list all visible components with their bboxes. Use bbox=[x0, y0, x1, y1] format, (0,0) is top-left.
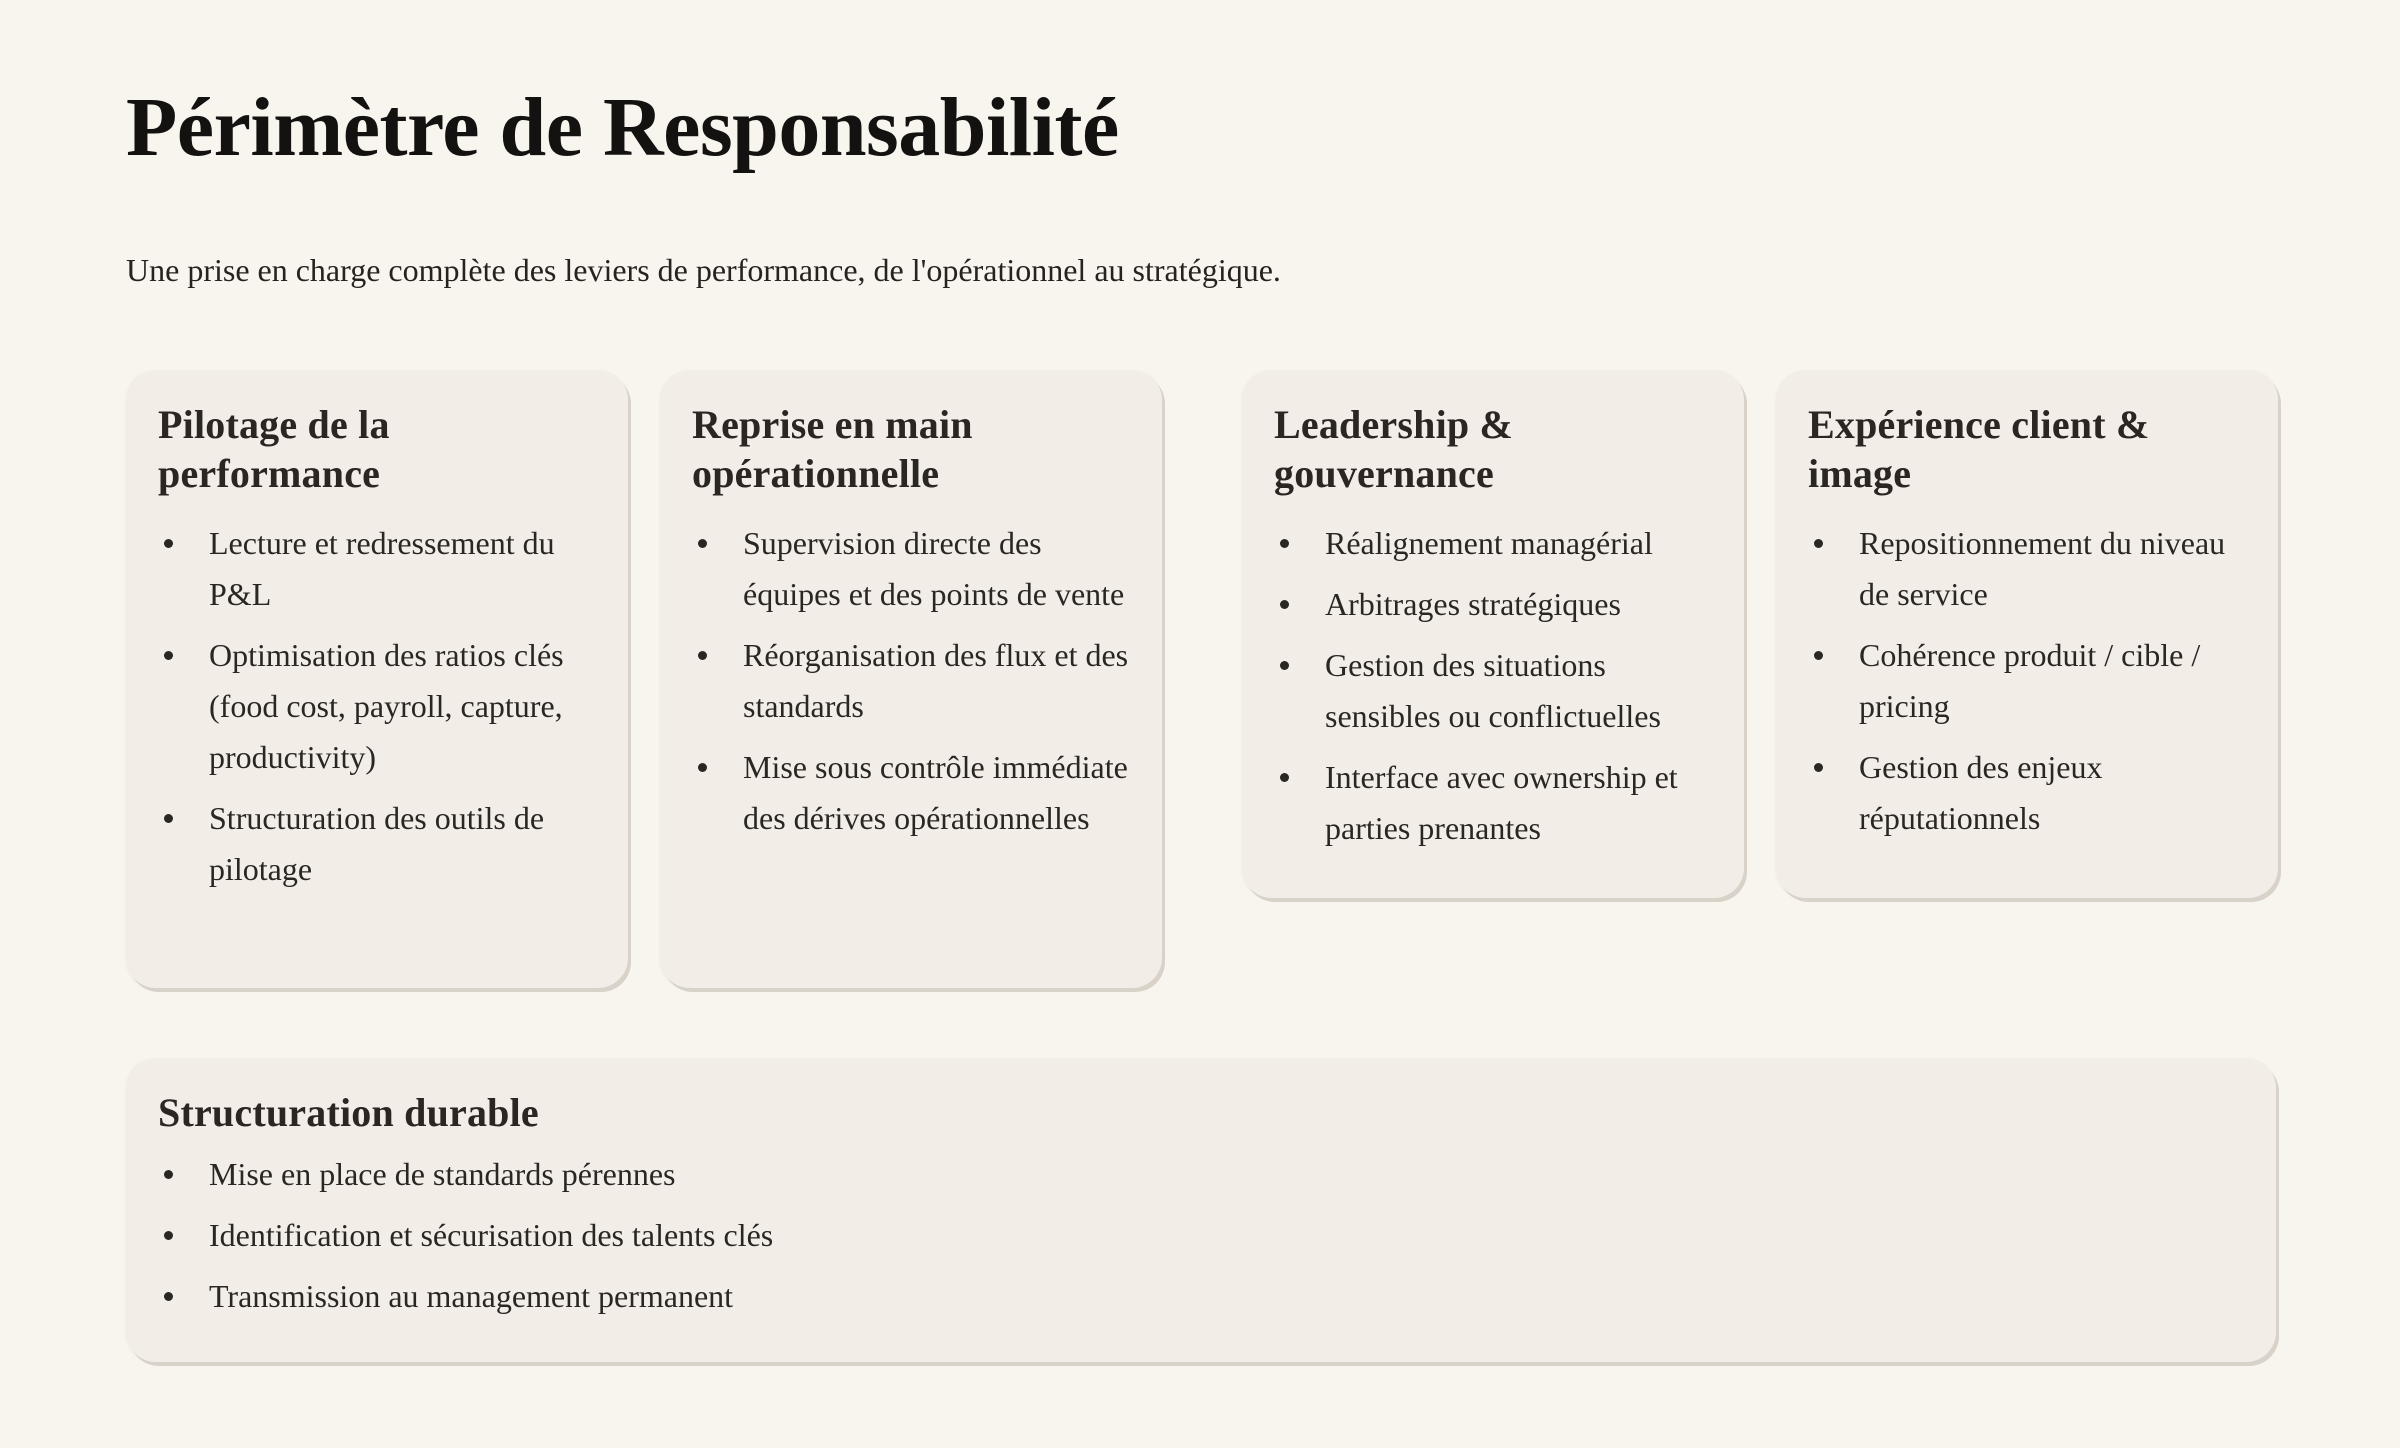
page-subtitle: Une prise en charge complète des leviers de performance, de l'opérationnel au stratégique. bbox=[126, 252, 1281, 288]
card-pilotage-performance bbox=[126, 370, 628, 988]
card-list bbox=[158, 518, 598, 895]
card-list bbox=[158, 1149, 2246, 1322]
list-item: Cohérence produit / cible / pricing bbox=[1808, 630, 2248, 732]
list-item: Structuration des outils de pilotage bbox=[158, 793, 598, 895]
list-item: Réorganisation des flux et des standards bbox=[692, 630, 1132, 732]
list-item: Mise en place de standards pérennes bbox=[158, 1149, 2246, 1200]
list-item: Réalignement managérial bbox=[1274, 518, 1714, 569]
list-item: Repositionnement du niveau de service bbox=[1808, 518, 2248, 620]
card-title: Expérience client & image bbox=[1808, 402, 2150, 496]
list-item: Arbitrages stratégiques bbox=[1274, 579, 1714, 630]
page bbox=[126, 0, 2276, 1448]
card-leadership-gouvernance bbox=[1242, 370, 1744, 898]
card-title: Structuration durable bbox=[158, 1090, 539, 1135]
card-list bbox=[1274, 518, 1714, 854]
card-reprise-operationnelle bbox=[660, 370, 1162, 988]
card-list bbox=[1808, 518, 2248, 844]
list-item: Optimisation des ratios clés (food cost, payroll, capture, productivity) bbox=[158, 630, 598, 783]
list-item: Mise sous contrôle immédiate des dérives opérationnelles bbox=[692, 742, 1132, 844]
list-item: Supervision directe des équipes et des points de vente bbox=[692, 518, 1132, 620]
card-title: Reprise en main opérationnelle bbox=[692, 402, 973, 496]
card-title: Leadership & gouvernance bbox=[1274, 402, 1514, 496]
list-item: Lecture et redressement du P&L bbox=[158, 518, 598, 620]
page-title: Périmètre de Responsabilité bbox=[126, 81, 1119, 174]
card-structuration-durable bbox=[126, 1058, 2276, 1362]
list-item: Identification et sécurisation des talents clés bbox=[158, 1210, 2246, 1261]
list-item: Interface avec ownership et parties prenantes bbox=[1274, 752, 1714, 854]
card-experience-client bbox=[1776, 370, 2278, 898]
list-item: Gestion des enjeux réputationnels bbox=[1808, 742, 2248, 844]
list-item: Gestion des situations sensibles ou conflictuelles bbox=[1274, 640, 1714, 742]
list-item: Transmission au management permanent bbox=[158, 1271, 2246, 1322]
card-title: Pilotage de la performance bbox=[158, 402, 390, 496]
card-list bbox=[692, 518, 1132, 844]
